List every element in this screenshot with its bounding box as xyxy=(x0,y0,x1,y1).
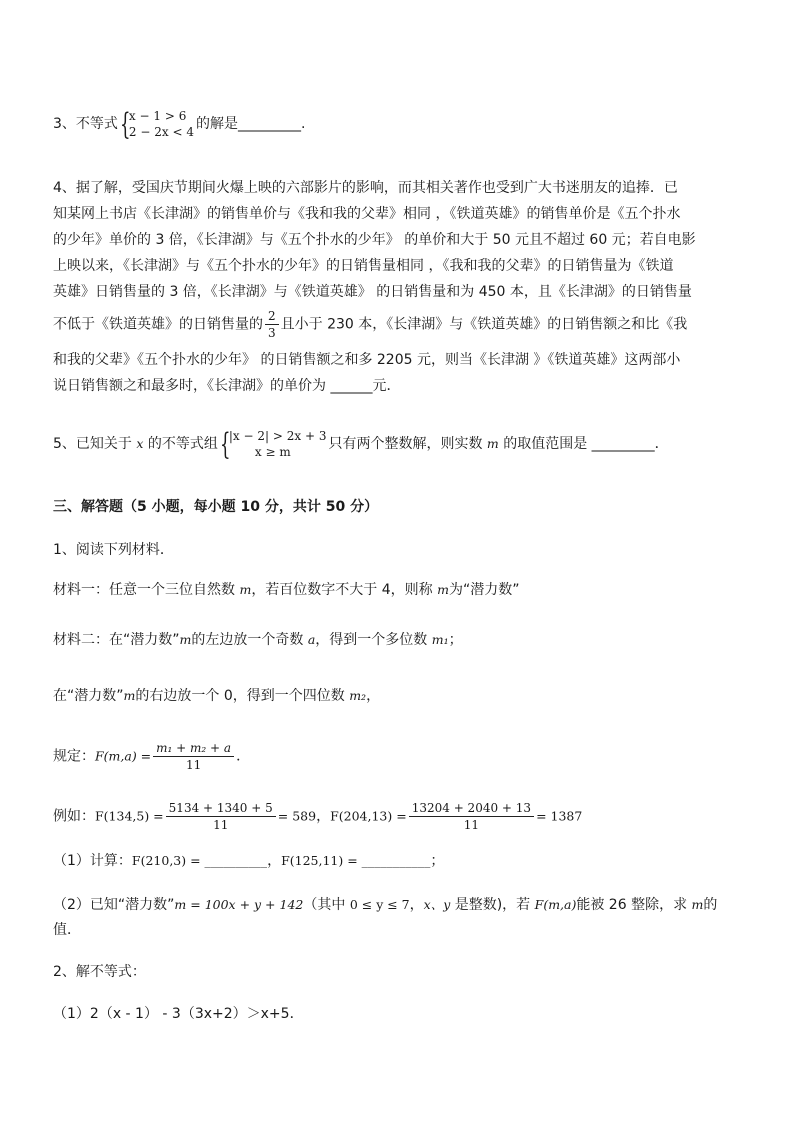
ex1-den: 11 xyxy=(213,818,229,832)
c2d: ， xyxy=(409,897,424,913)
q4-line-3: 的少年》单价的 3 倍，《长津湖》与《五个扑水的少年》 的单价和大于 50 元且不超过 60 元；若自电影 xyxy=(53,232,696,248)
p1-material-1 xyxy=(53,580,520,600)
q4-line-8: 说日销售额之和最多时，《长津湖》的单价为 ______元． xyxy=(53,378,401,394)
section-3-heading: 三、解答题（5 小题，每小题 10 分，共计 50 分） xyxy=(53,499,379,515)
ex1-num: 5134 + 1340 + 5 xyxy=(166,800,276,817)
defa: 规定： xyxy=(53,748,95,765)
m1c: 为“潜力数” xyxy=(448,582,520,598)
question-5 xyxy=(53,428,669,460)
c2b: （其中 xyxy=(303,897,350,913)
m3v: m xyxy=(123,688,136,703)
m3c: ， xyxy=(366,688,381,704)
ex-sep: ， xyxy=(316,808,331,825)
q5-eq2: x ≥ m xyxy=(254,445,291,459)
m2a: 材料二：在“潜力数” xyxy=(53,632,180,648)
p1-definition xyxy=(53,740,250,773)
q5-eq1: |x − 2| > 2x + 3 xyxy=(228,429,327,443)
c2h: F(m,a) xyxy=(534,897,577,912)
c1f2: F(125,11) = ___________ xyxy=(281,853,431,868)
m1a: 材料一：任意一个三位自然数 xyxy=(53,582,240,598)
def-lhs: F(m,a) = xyxy=(95,748,152,764)
m2v: m xyxy=(179,632,192,647)
c1sep: ， xyxy=(267,853,282,869)
q4-line-2: 知某网上书店《长津湖》的销售单价与《我和我的父辈》相同 ，《铁道英雄》的销售单价是《五个扑水 xyxy=(53,206,681,222)
q5-suffix2: 的取值范围是 _________． xyxy=(498,436,669,452)
ex1-res: = 589 xyxy=(277,808,317,824)
m3b: 的右边放一个 0，得到一个四位数 xyxy=(135,688,350,704)
ex1-lhs: F(134,5) = xyxy=(95,808,164,824)
q4-line-4: 上映以来，《长津湖》与《五个扑水的少年》的日销售量相同 ，《我和我的父辈》的日销售量为《铁道 xyxy=(53,258,674,274)
exa: 例如： xyxy=(53,808,95,825)
q5-mid: 的不等式组 xyxy=(143,436,218,452)
p2-title: 2、解不等式： xyxy=(53,964,146,980)
q5-var: x xyxy=(136,436,144,451)
ex2-lhs: F(204,13) = xyxy=(330,808,407,824)
p1-title: 1、阅读下列材料． xyxy=(53,542,174,558)
q5-prefix: 5、已知关于 xyxy=(53,436,137,452)
p1-calc-2-cont: 值． xyxy=(53,922,81,938)
q4-line-6 xyxy=(53,308,687,341)
q5-mvar: m xyxy=(486,436,499,451)
m1v: m xyxy=(239,582,252,597)
question-3 xyxy=(53,108,305,140)
c1f1: F(210,3) = __________ xyxy=(131,853,268,868)
c2c: 0 ≤ y ≤ 7 xyxy=(349,897,410,912)
p1-material-2 xyxy=(53,630,463,650)
p1-example xyxy=(53,800,582,833)
ex2-den: 11 xyxy=(463,818,480,832)
c2a: （2）已知“潜力数” xyxy=(53,897,175,913)
def-num: m₁ + m₂ + a xyxy=(153,740,234,757)
c2f: m = 100x + y + 142 xyxy=(174,897,304,912)
q3-suffix: 的解是_________. xyxy=(195,116,306,132)
q3-system: { x − 1 > 6 2 − 2x < 4 xyxy=(119,107,194,142)
c1a: （1）计算： xyxy=(53,853,132,869)
q4-frac-den: 3 xyxy=(268,326,276,340)
m2v2: a xyxy=(307,632,316,647)
c2j: m xyxy=(691,897,704,912)
q5-system: { |x − 2| > 2x + 3 x ≥ m xyxy=(219,427,327,462)
m1b: ，若百位数字不大于 4，则称 xyxy=(251,582,438,598)
q4-line-7: 和我的父辈》《五个扑水的少年》 的日销售额之和多 2205 元，则当《长津湖 》《铁道英雄》这两部小 xyxy=(53,352,681,368)
c2g: 是整数)，若 xyxy=(450,897,535,913)
p2-sub-1: （1）2（x - 1） - 3（3x+2）＞x+5． xyxy=(53,1006,304,1022)
m1v2: m xyxy=(437,582,449,597)
c1end: ； xyxy=(430,853,445,869)
q4-frac-num: 2 xyxy=(265,308,279,325)
q3-eq2: 2 − 2x < 4 xyxy=(128,125,194,139)
q4-line-6a: 不低于《铁道英雄》的日销售量的 xyxy=(53,316,263,333)
def-end: ． xyxy=(236,748,251,765)
q4-line-5: 英雄》日销售量的 3 倍，《长津湖》与《铁道英雄》 的日销售量和为 450 本，且《长津湖》的日销售量 xyxy=(53,284,692,300)
q3-eq1: x − 1 > 6 xyxy=(128,109,187,123)
m2b: 的左边放一个奇数 xyxy=(191,632,308,648)
m3a: 在“潜力数” xyxy=(53,688,124,704)
ex2-res: = 1387 xyxy=(536,808,583,824)
p1-calc-1 xyxy=(53,851,444,871)
p1-calc-2 xyxy=(53,895,717,915)
q4-line-6b: 且小于 230 本，《长津湖》与《铁道英雄》的日销售额之和比《我 xyxy=(280,316,688,333)
q4-fraction xyxy=(265,308,279,341)
m2v3: m₁ xyxy=(431,632,449,647)
ex1-fraction xyxy=(166,800,276,833)
def-den: 11 xyxy=(185,758,202,772)
ex2-num: 13204 + 2040 + 13 xyxy=(409,800,534,817)
q4-line-1: 4、据了解，受国庆节期间火爆上映的六部影片的影响，而其相关著作也受到广大书迷朋友的追捧．已 xyxy=(53,180,678,196)
c2k: 的 xyxy=(703,897,718,913)
m2d: ； xyxy=(448,632,463,648)
m3v2: m₂ xyxy=(349,688,367,703)
q5-suffix1: 只有两个整数解，则实数 xyxy=(328,436,487,452)
ex2-fraction xyxy=(409,800,534,833)
def-fraction xyxy=(153,740,234,773)
c2i: 能被 26 整除，求 xyxy=(576,897,692,913)
p1-material-3 xyxy=(53,686,380,706)
c2e: x、y xyxy=(423,897,451,912)
m2c: ，得到一个多位数 xyxy=(315,632,432,648)
q3-prefix: 3、不等式 xyxy=(53,116,118,132)
